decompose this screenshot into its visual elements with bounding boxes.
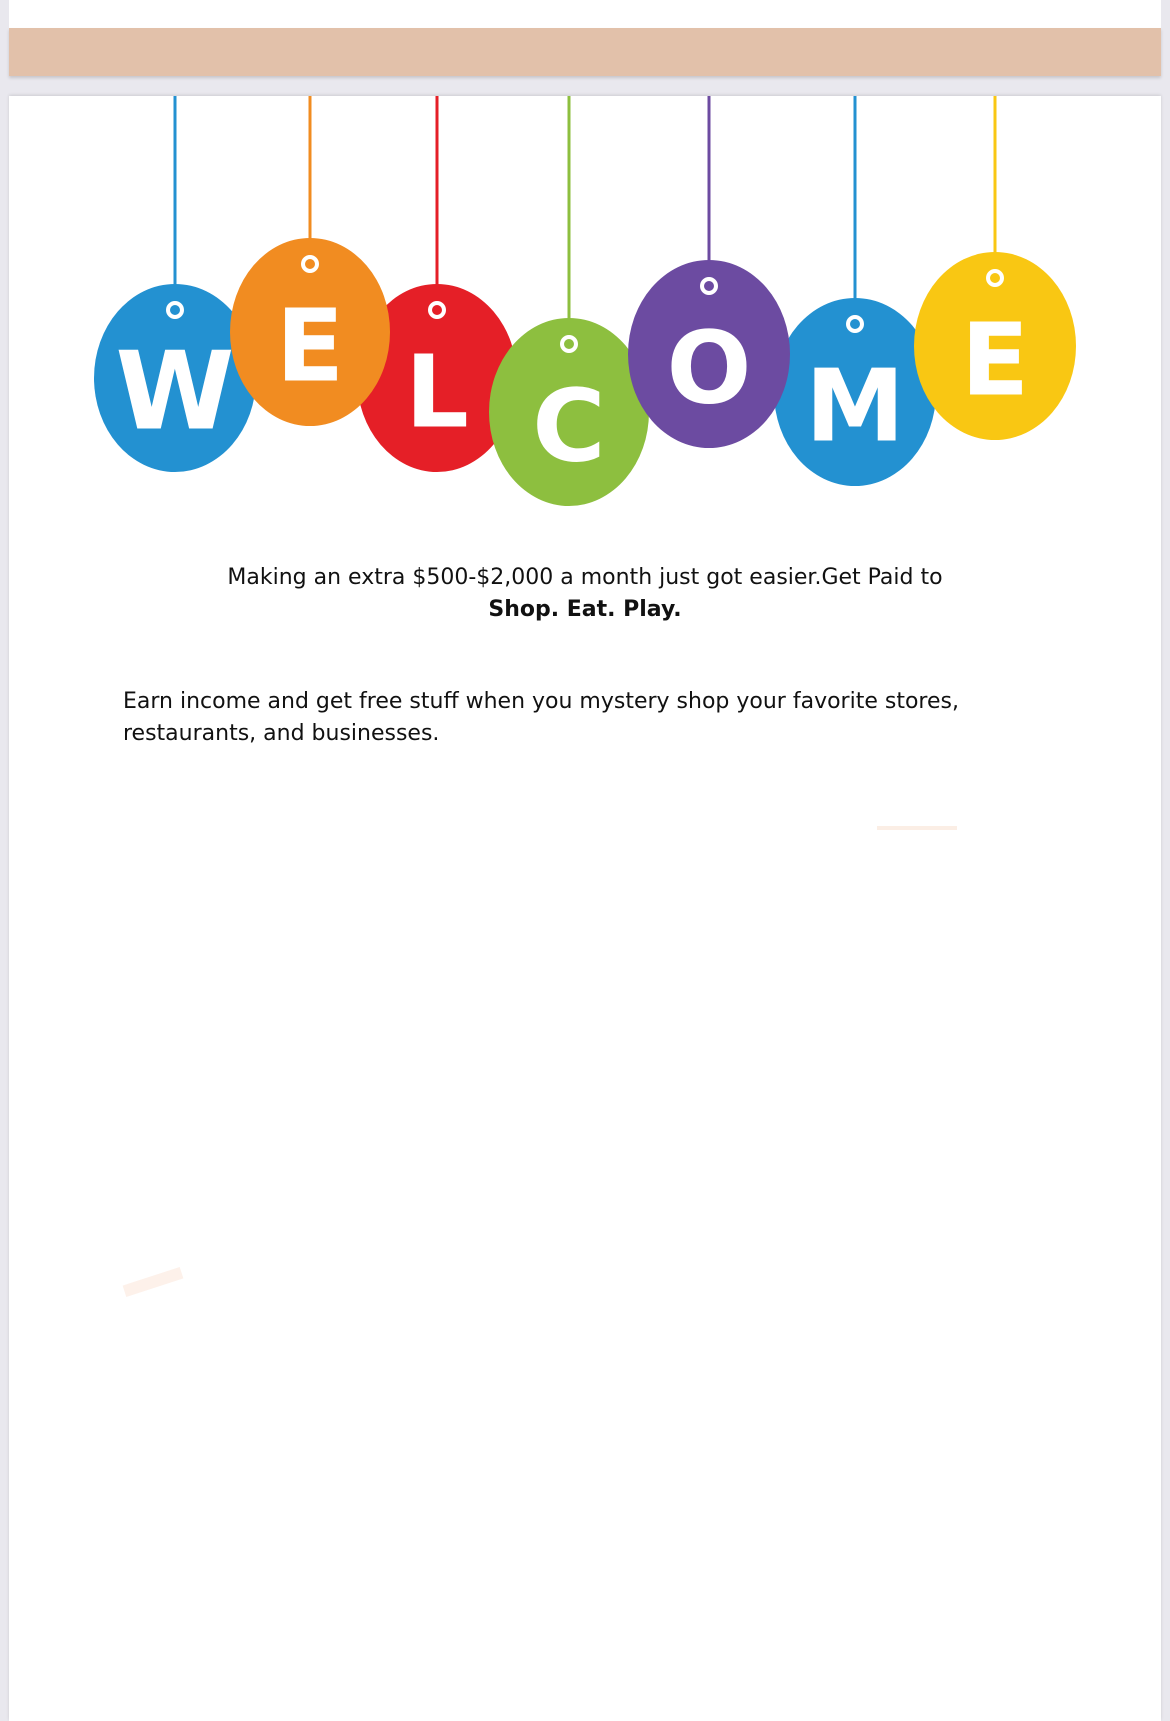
balloon-m (774, 96, 936, 486)
balloon-o (628, 96, 790, 448)
balloon-letter: O (666, 309, 752, 427)
balloon-e (230, 96, 390, 426)
welcome-banner-graphic (9, 96, 1161, 516)
balloon-letter: M (805, 347, 905, 465)
balloon-letter: E (275, 287, 345, 405)
faded-content-area (109, 826, 1069, 1486)
balloon-letter: L (405, 333, 469, 451)
page-card (9, 96, 1161, 1721)
tagline-text: Making an extra $500-$2,000 a month just got easier.Get Paid to (227, 565, 943, 590)
balloon-letter: C (532, 367, 606, 485)
balloon-c (489, 96, 649, 506)
welcome-banner (9, 96, 1161, 516)
top-strip (9, 0, 1161, 28)
balloon-letter: E (960, 301, 1030, 419)
balloon-e (914, 96, 1076, 440)
tagline-highlight: Shop. Eat. Play. (488, 597, 682, 622)
intro-paragraph: Earn income and get free stuff when you mystery shop your favorite stores, restaurants, and businesses. (123, 689, 959, 746)
tagline (9, 562, 1161, 626)
balloon-w (94, 96, 256, 472)
balloon-letter: W (115, 329, 235, 455)
header-bar (9, 28, 1161, 76)
faded-accent (877, 826, 957, 830)
